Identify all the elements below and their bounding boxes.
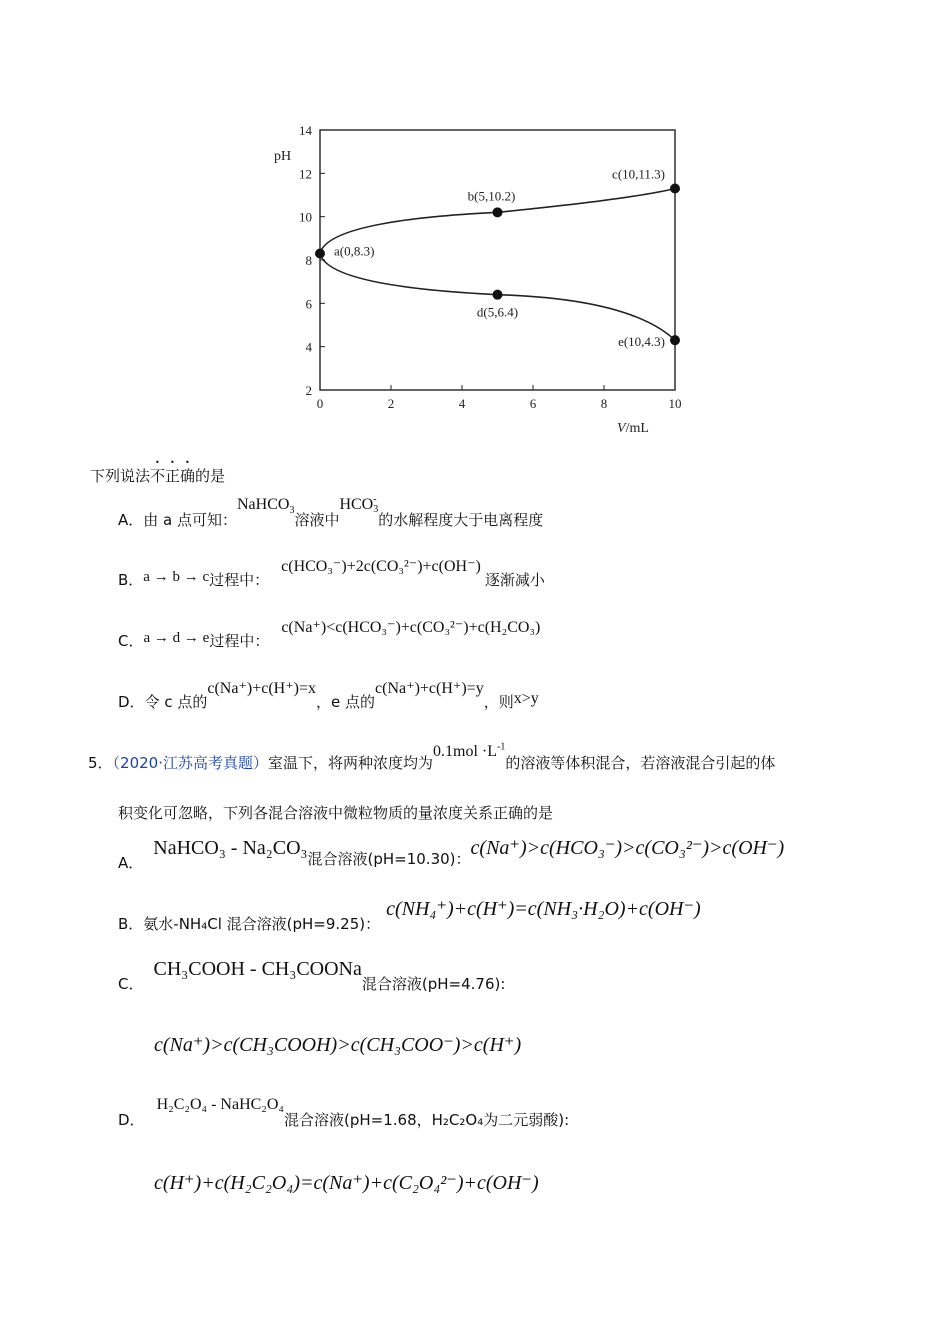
q5-stem-line1: 5．（2020·江苏高考真题）室温下，将两种浓度均为$0.1mol \cdot L^{-1}$的溶液等体积混合，若溶液混合引起的体 <box>88 741 776 772</box>
y-tick-label: 4 <box>305 339 312 355</box>
q4-option-d: D．令 c 点的c(Na⁺)+c(H⁺)=x，e 点的c(Na⁺)+c(H⁺)=y，则x>y <box>118 680 539 711</box>
q5-option-c: C．CH₃COOH - CH₃COONa混合溶液(pH=4.76): <box>118 958 506 993</box>
q5-stem-line2: 积变化可忽略，下列各混合溶液中微粒物质的量浓度关系正确的是 <box>118 804 554 822</box>
data-point <box>315 249 325 259</box>
formula-5d: c(H⁺)+c(H₂C₂O₄)=c(Na⁺)+c(C₂O₄²⁻)+c(OH⁻) <box>154 1172 539 1194</box>
material-formula-c: c(Na⁺)<c(HCO₃⁻)+c(CO₃²⁻)+c(H₂CO₃) <box>281 619 541 636</box>
concentration: $0.1mol \cdot L^{-1}$ <box>433 741 506 760</box>
point-label: c(10,11.3) <box>612 166 665 182</box>
nahco3-formula: NaHCO$_3$ <box>237 496 295 517</box>
x-tick-label: 4 <box>458 396 466 411</box>
y-tick-label: 10 <box>299 209 312 225</box>
point-label: a(0,8.3) <box>334 243 375 259</box>
y-tick-label: 8 <box>305 253 312 268</box>
x-tick-label: 6 <box>529 396 537 411</box>
formula-5c: c(Na⁺)>c(CH₃COOH)>c(CH₃COO⁻)>c(H⁺) <box>154 1034 522 1056</box>
data-point <box>493 290 503 300</box>
pair-c: CH₃COOH - CH₃COONa <box>153 958 362 980</box>
hco3-ion-formula: HCO - 3 <box>339 494 379 516</box>
data-point <box>493 207 503 217</box>
x-tick-label: 0 <box>316 396 324 411</box>
q5-option-b: B．氨水-NH₄Cl 混合溶液(pH=9.25)：c(NH₄⁺)+c(H⁺)=c(NH₃·H₂O)+c(OH⁻) <box>118 898 701 933</box>
data-point <box>670 335 680 345</box>
q4-option-b: B．a → b → c过程中：c(HCO₃⁻)+2c(CO₃²⁻)+c(OH⁻)逐渐减小 <box>118 558 545 589</box>
point-label: b(5,10.2) <box>467 188 516 204</box>
formula-x: c(Na⁺)+c(H⁺)=x <box>207 680 317 697</box>
x-tick-label: 2 <box>387 396 395 411</box>
pair-a: NaHCO₃ - Na₂CO₃ <box>153 837 308 859</box>
y-axis-label: pH <box>274 149 292 164</box>
point-label: d(5,6.4) <box>476 304 519 320</box>
formula-5a: c(Na⁺)>c(HCO₃⁻)>c(CO₃²⁻)>c(OH⁻) <box>470 837 785 859</box>
charge-formula-b: c(HCO₃⁻)+2c(CO₃²⁻)+c(OH⁻) <box>281 558 481 575</box>
q5-option-a: A．NaHCO₃ - Na₂CO₃混合溶液(pH=10.30)：c(Na⁺)>c(HCO₃⁻)>c(CO₃²⁻)>c(OH⁻) <box>118 837 785 872</box>
q4-option-c: C．a → d → e过程中：c(Na⁺)<c(HCO₃⁻)+c(CO₃²⁻)+c(H₂CO₃) <box>118 619 541 650</box>
formula-y: c(Na⁺)+c(H⁺)=y <box>375 680 484 697</box>
y-tick-label: 6 <box>305 296 312 312</box>
formula-5b: c(NH₄⁺)+c(H⁺)=c(NH₃·H₂O)+c(OH⁻) <box>386 898 701 920</box>
question-source: （2020·江苏高考真题） <box>112 754 268 772</box>
pair-d: H₂C₂O₄ - NaHC₂O₄ <box>156 1096 284 1113</box>
y-tick-label: 2 <box>305 383 312 398</box>
emphasis-text: 不正确 <box>150 467 196 485</box>
ph-titration-chart <box>250 120 700 440</box>
x-tick-label: 10 <box>668 396 682 411</box>
y-tick-label: 12 <box>299 166 312 182</box>
y-tick-label: 14 <box>299 123 312 138</box>
data-point <box>670 184 680 194</box>
q4-stem: 下列说法不正确的是 <box>90 467 226 485</box>
q4-option-a: A．由 a 点可知：NaHCO$_3$溶液中HCO - 3 的水解程度大于电离程度 <box>118 494 544 529</box>
x-tick-label: 8 <box>600 396 608 411</box>
x-axis-label: V/mL <box>617 421 649 436</box>
point-label: e(10,4.3) <box>618 334 665 350</box>
q5-option-d: D．H₂C₂O₄ - NaHC₂O₄混合溶液(pH=1.68，H₂C₂O₄为二元弱酸): <box>118 1096 570 1129</box>
